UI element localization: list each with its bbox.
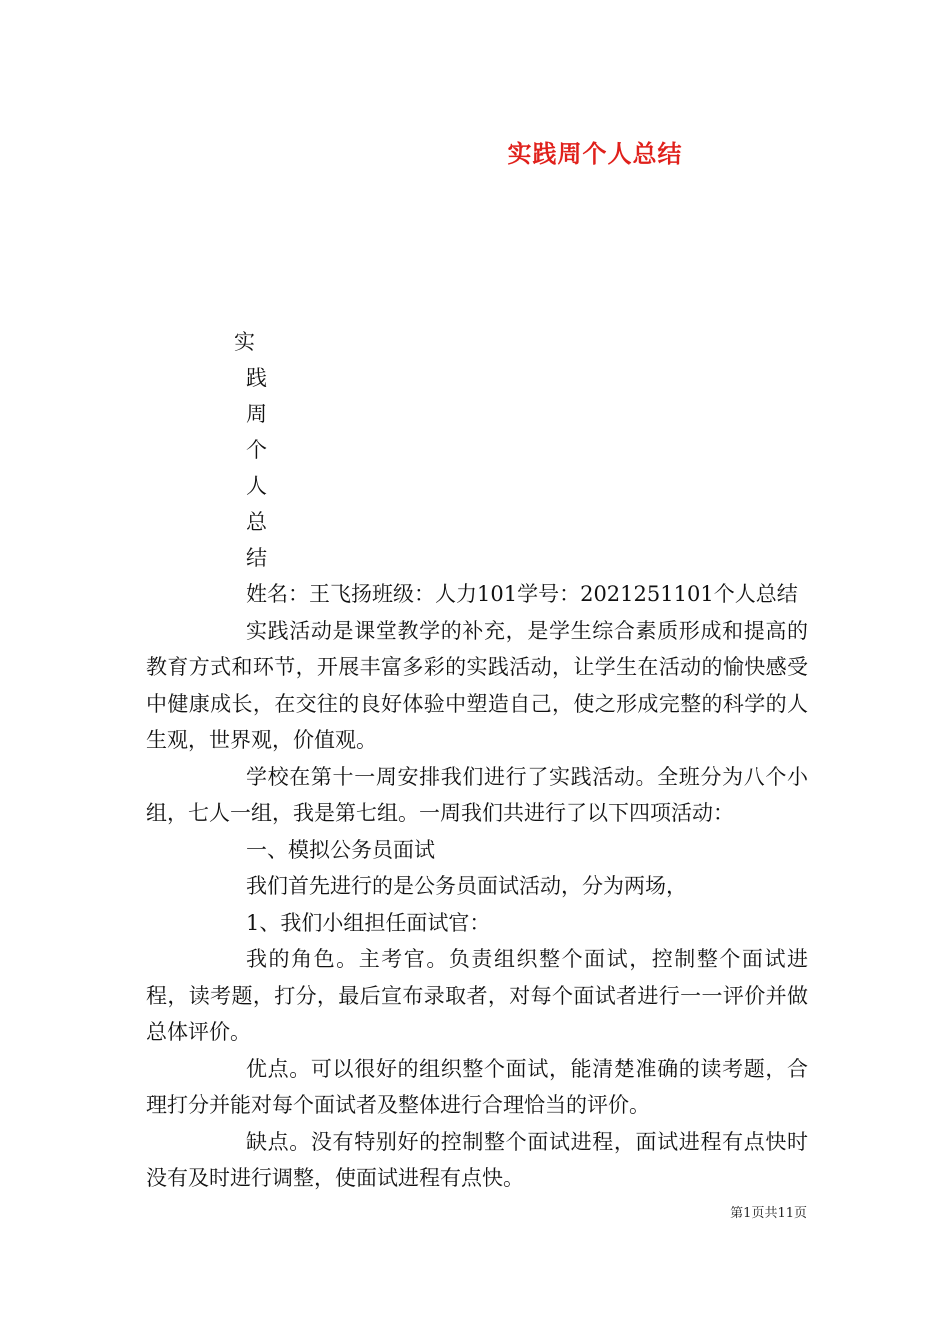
vertical-title-char: 结 [246,546,267,570]
body-paragraph: 我们首先进行的是公务员面试活动，分为两场， [246,874,687,898]
body-paragraph: 缺点。没有特别好的控制整个面试进程，面试进程有点快时没有及时进行调整，使面试进程有点快。 [146,1129,808,1190]
page-footer [730,1202,807,1221]
author-info-line: 姓名：王飞扬班级：人力101学号：2021251101个人总结 [246,582,798,606]
subsection-heading: 1、我们小组担任面试官： [246,910,491,935]
body-paragraph: 学校在第十一周安排我们进行了实践活动。全班分为八个小组，七人一组，我是第七组。一周我们共进行了以下四项活动： [146,764,808,825]
body-paragraph: 我的角色。主考官。负责组织整个面试，控制整个面试进程，读考题，打分，最后宣布录取者，对每个面试者进行一一评价并做总体评价。 [146,947,808,1044]
vertical-title-char: 个 [246,438,267,462]
document-title: 实践周个人总结 [507,139,683,168]
document-body [146,576,808,1197]
vertical-title-char: 实 [234,330,255,354]
vertical-title-char: 践 [246,366,267,390]
vertical-title [234,324,274,576]
vertical-title-char: 总 [246,510,267,534]
vertical-title-char: 周 [246,402,267,426]
section-heading: 一、模拟公务员面试 [246,837,435,862]
body-paragraph: 优点。可以很好的组织整个面试，能清楚准确的读考题，合理打分并能对每个面试者及整体进行合理恰当的评价。 [146,1056,808,1117]
body-paragraph: 实践活动是课堂教学的补充，是学生综合素质形成和提高的教育方式和环节，开展丰富多彩的实践活动，让学生在活动的愉快感受中健康成长，在交往的良好体验中塑造自己，使之形成完整的科学的人生观，世界观，价值观。 [146,618,808,752]
page-number: 第1页共11页 [730,1206,807,1221]
vertical-title-char: 人 [246,474,267,498]
